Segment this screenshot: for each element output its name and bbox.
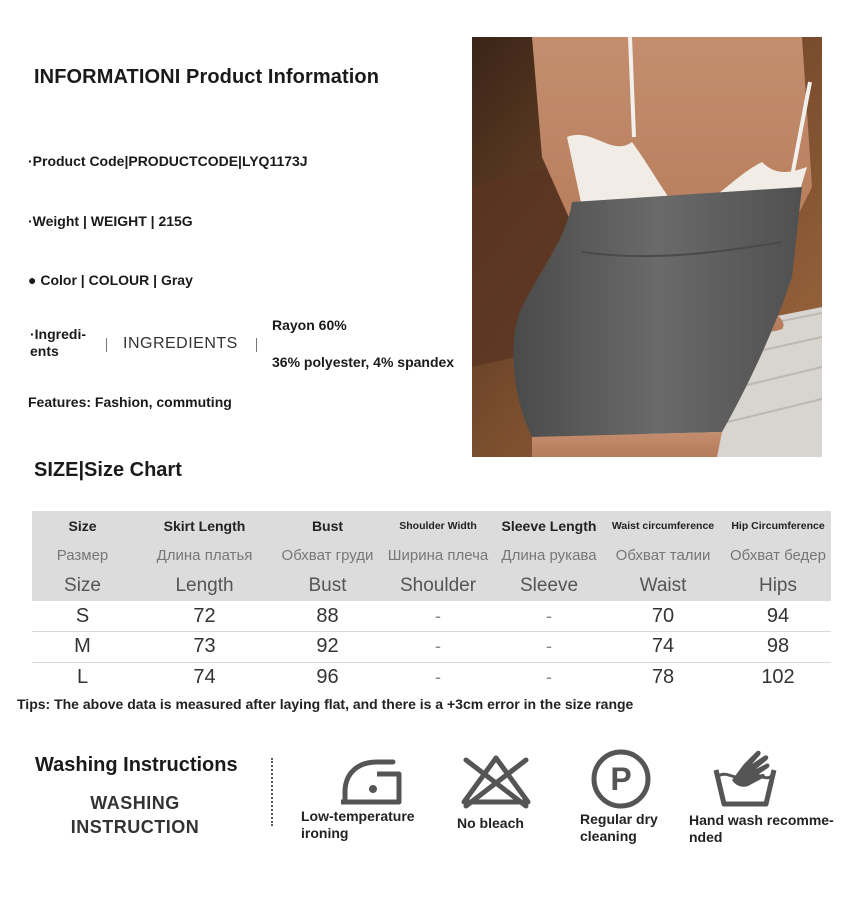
wash-item-line-1: No bleach: [457, 815, 524, 831]
header-cell: Shoulder Width: [379, 511, 497, 540]
table-cell: -: [435, 667, 441, 687]
wash-item-line-1: Hand wash recomme-: [689, 812, 834, 828]
wash-item-line-1: Regular dry: [580, 811, 658, 827]
table-cell: 78: [651, 666, 675, 688]
header-cell: Waist circumference: [601, 511, 725, 540]
table-cell: 72: [133, 601, 276, 632]
table-cell: L: [76, 666, 89, 688]
ingredients-divider-2: [256, 338, 257, 352]
table-cell: 73: [133, 632, 276, 663]
low-temperature-iron-icon: [335, 752, 405, 816]
ingredients-divider-1: [106, 338, 107, 352]
table-header-row-en: [32, 570, 831, 601]
header-cell: Skirt Length: [133, 511, 276, 540]
header-cell-en: Size: [32, 570, 133, 601]
table-cell: -: [379, 632, 497, 663]
header-cell-ru: Ширина плеча: [379, 540, 497, 570]
dry-clean-symbol: P: [610, 761, 632, 797]
product-photo: [472, 37, 822, 457]
wash-item-line-2: cleaning: [580, 828, 637, 844]
header-cell-en: Length: [133, 570, 276, 601]
washing-title: Washing Instructions: [35, 754, 238, 776]
wash-item-label: [457, 815, 524, 832]
dry-clean-p-icon: [589, 747, 659, 811]
header-cell-ru: Обхват талии: [601, 540, 725, 570]
table-cell: -: [379, 601, 497, 632]
table-row: [32, 632, 831, 663]
product-features: Features: Fashion, commuting: [28, 394, 232, 410]
product-code: ·Product Code|PRODUCTCODE|LYQ1173J: [28, 153, 308, 169]
table-cell: 94: [725, 601, 831, 632]
size-chart-table: [32, 511, 831, 693]
table-cell: M: [32, 632, 133, 663]
table-cell: 88: [276, 601, 379, 632]
hand-wash-icon: [712, 746, 782, 810]
header-cell-ru: Размер: [32, 540, 133, 570]
wash-item-label: [301, 808, 415, 842]
wash-item-line-1: Low-temperature: [301, 808, 415, 824]
table-cell: 74: [601, 632, 725, 663]
washing-divider: [271, 758, 273, 826]
table-cell: 96: [316, 666, 339, 688]
washing-subtitle: [60, 791, 210, 839]
wash-item-label: [689, 812, 834, 846]
header-cell-en: Hips: [725, 570, 831, 601]
header-cell: Hip Circumference: [725, 511, 831, 540]
table-cell: 98: [725, 632, 831, 663]
ingredients-value-2: 36% polyester, 4% spandex: [272, 354, 455, 370]
wash-item-label: [580, 811, 658, 845]
ingredients-value-1: Rayon 60%: [272, 317, 347, 333]
no-bleach-icon: [458, 750, 528, 814]
washing-subtitle-line-1: WASHING: [90, 793, 180, 813]
header-cell-en: Bust: [276, 570, 379, 601]
header-cell-en: Waist: [601, 570, 725, 601]
table-cell: 102: [761, 666, 795, 688]
header-cell-en: Shoulder: [379, 570, 497, 601]
table-cell: -: [546, 667, 552, 687]
table-cell: 70: [601, 601, 725, 632]
product-color: ● Color | COLOUR | Gray: [28, 272, 193, 288]
header-cell-ru: Обхват груди: [276, 540, 379, 570]
product-info-title: INFORMATIONI Product Information: [34, 66, 380, 88]
table-cell: 74: [193, 666, 216, 688]
table-cell: -: [497, 632, 601, 663]
table-cell: S: [32, 601, 133, 632]
table-row: [32, 662, 831, 693]
washing-subtitle-line-2: INSTRUCTION: [70, 817, 200, 837]
size-tips: Tips: The above data is measured after laying flat, and there is a +3cm error in the size range: [17, 696, 634, 712]
header-cell-ru: Длина рукава: [497, 540, 601, 570]
product-weight: ·Weight | WEIGHT | 215G: [28, 213, 193, 229]
table-cell: -: [497, 601, 601, 632]
ingredients-label: ·Ingredi-ents: [30, 326, 86, 359]
header-cell-en: Sleeve: [497, 570, 601, 601]
table-row: [32, 601, 831, 632]
table-cell: 92: [276, 632, 379, 663]
header-cell-ru: Обхват бедер: [725, 540, 831, 570]
table-header-row-ru: [32, 540, 831, 570]
header-cell: Bust: [276, 511, 379, 540]
ingredients-label-en: INGREDIENTS: [123, 335, 238, 352]
table-header-row: [32, 511, 831, 540]
wash-item-line-2: ironing: [301, 825, 349, 841]
header-cell: Sleeve Length: [497, 511, 601, 540]
header-cell: Size: [32, 511, 133, 540]
header-cell-ru: Длина платья: [133, 540, 276, 570]
wash-item-line-2: nded: [689, 829, 723, 845]
size-chart-title: SIZE|Size Chart: [34, 459, 182, 481]
